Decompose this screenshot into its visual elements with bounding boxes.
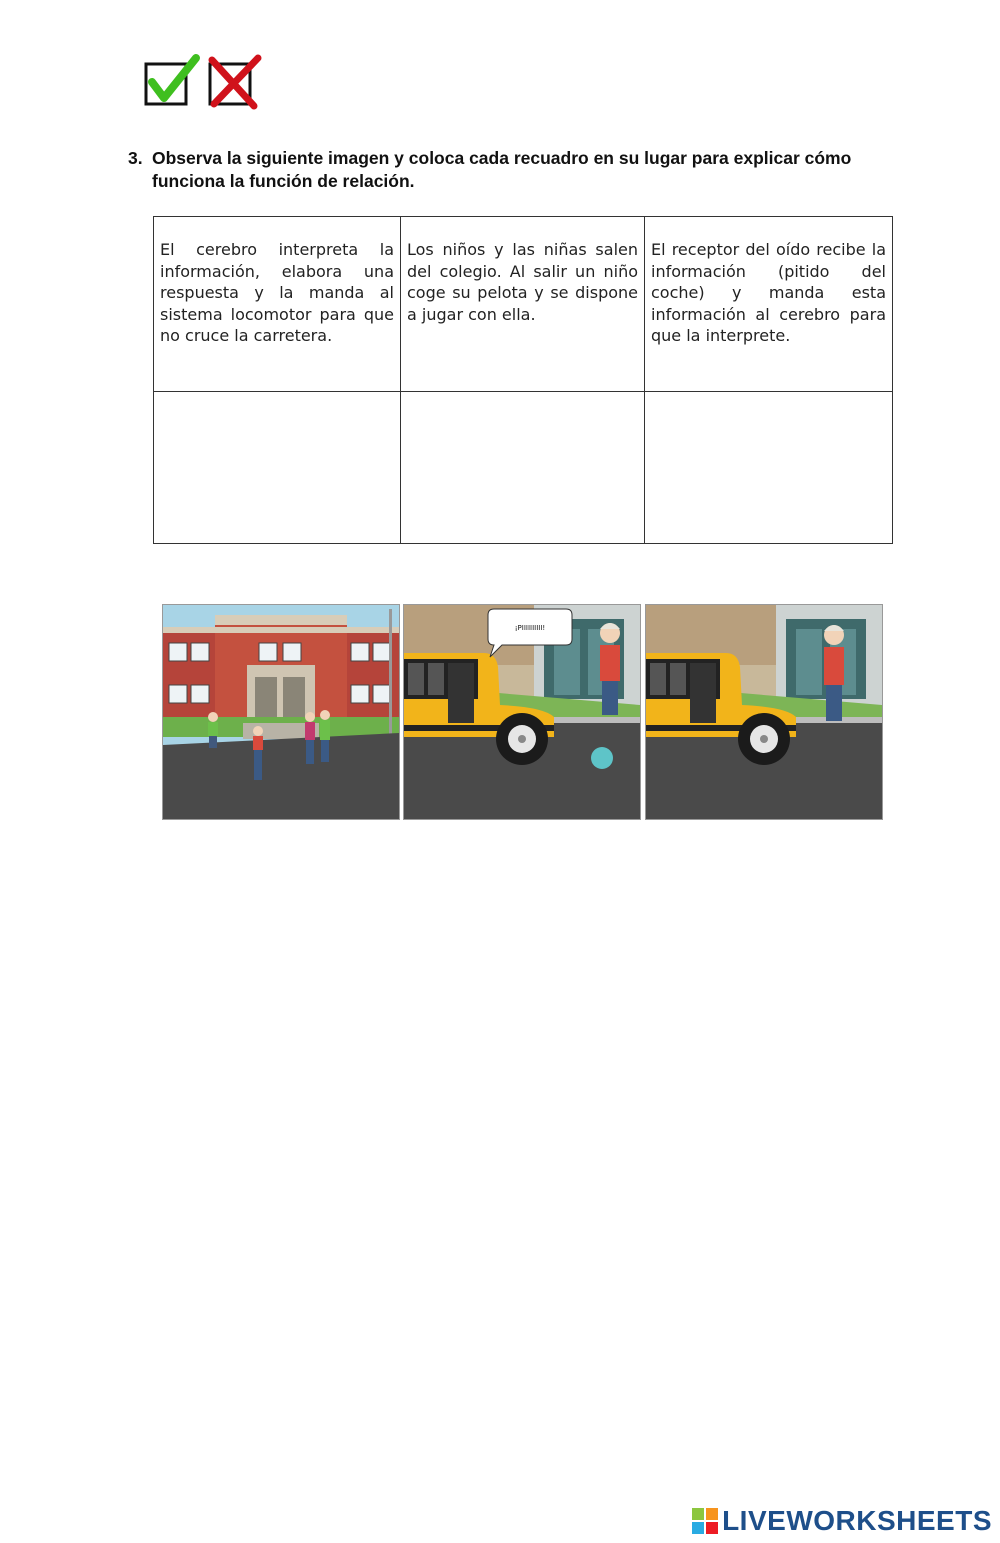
box-text: El cerebro interpreta la información, elabora una respuesta y la manda al sistema locomotor para que no cruce la carretera. bbox=[160, 240, 394, 346]
brand-name: LIVEWORKSHEETS bbox=[722, 1505, 992, 1536]
question-number: 3. bbox=[128, 148, 143, 168]
answer-table bbox=[153, 216, 893, 544]
draggable-box-1[interactable] bbox=[154, 217, 401, 392]
speech-bubble-text: ¡PIIIIIIIIII! bbox=[514, 624, 546, 632]
school-scene-image bbox=[163, 605, 399, 819]
draggable-box-2[interactable] bbox=[401, 217, 645, 392]
comic-panel-boy-stops bbox=[645, 604, 883, 820]
comic-panel-school bbox=[162, 604, 400, 820]
answer-icons bbox=[140, 52, 270, 112]
cross-icon bbox=[204, 52, 266, 110]
drop-zone-2[interactable] bbox=[401, 392, 645, 544]
comic-strip bbox=[162, 604, 882, 820]
drop-zone-1[interactable] bbox=[154, 392, 401, 544]
drop-zone-3[interactable] bbox=[645, 392, 893, 544]
drop-row bbox=[154, 392, 893, 544]
source-row bbox=[154, 217, 893, 392]
check-icon bbox=[140, 52, 202, 110]
question-text: Observa la siguiente imagen y coloca cada recuadro en su lugar para explicar cómo funciona la función de relación. bbox=[152, 148, 852, 191]
box-text: El receptor del oído recibe la información (pitido del coche) y manda esta información al cerebro para que la interprete. bbox=[651, 240, 886, 346]
footer-brand bbox=[692, 1505, 992, 1537]
bus-horn-scene-image bbox=[404, 605, 640, 819]
comic-panel-bus-horn bbox=[403, 604, 641, 820]
question-heading bbox=[128, 147, 898, 193]
boy-stops-scene-image bbox=[646, 605, 882, 819]
liveworksheets-logo-icon bbox=[692, 1508, 718, 1534]
draggable-box-3[interactable] bbox=[645, 217, 893, 392]
box-text: Los niños y las niñas salen del colegio. Al salir un niño coge su pelota y se dispone a jugar con ella. bbox=[407, 240, 638, 324]
